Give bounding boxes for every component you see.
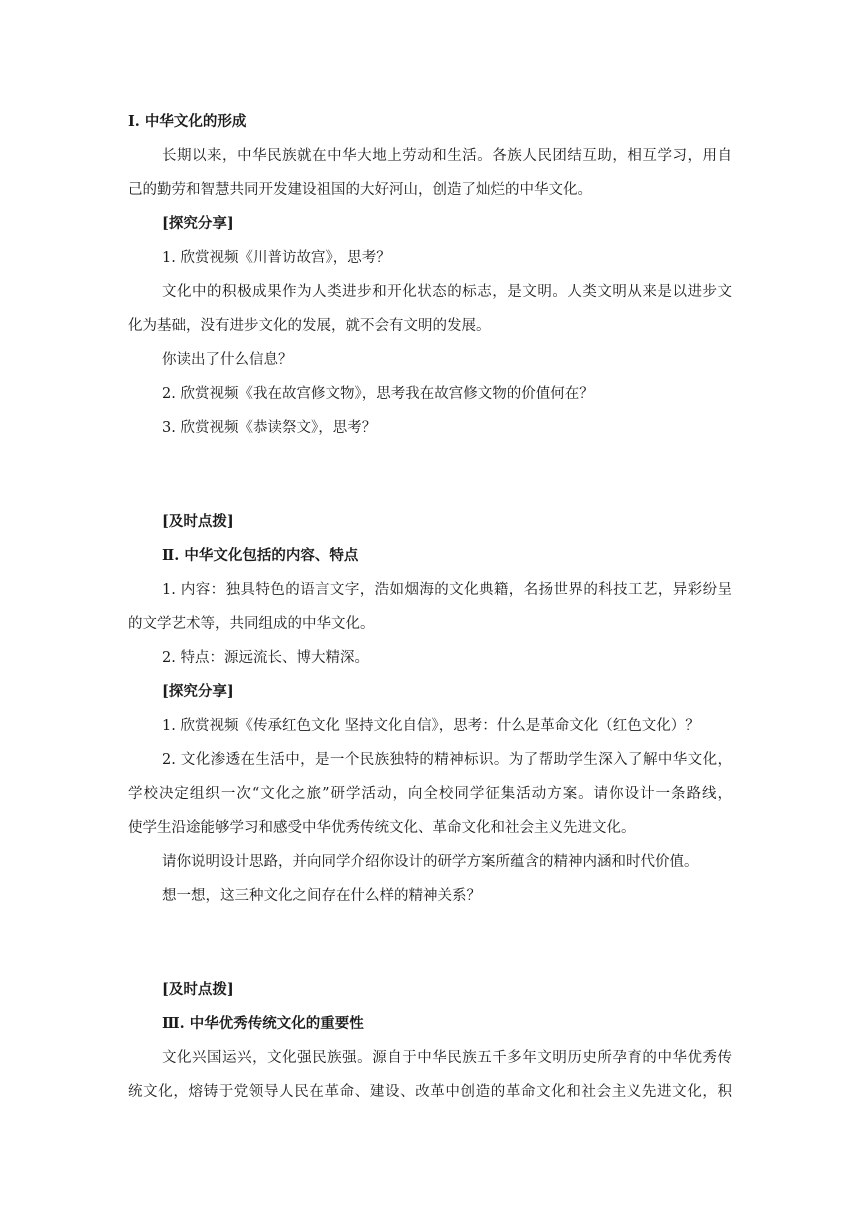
question-1: 1. 欣赏视频《传承红色文化 坚持文化自信》，思考：什么是革命文化（红色文化）？ [162, 718, 700, 734]
tip-label: [及时点拨] [162, 513, 234, 530]
question-2: 2. 欣赏视频《我在故宫修文物》，思考我在故宫修文物的价值何在？ [162, 386, 594, 402]
explore-label: [探究分享] [162, 683, 234, 700]
paragraph-line: 统文化，熔铸于党领导人民在革命、建设、改革中创造的革命文化和社会主义先进文化，积 [128, 1084, 732, 1100]
paragraph-line: 文化中的积极成果作为人类进步和开化状态的标志，是文明。人类文明从来是以进步文 [162, 284, 732, 300]
explore-label: [探究分享] [162, 215, 234, 232]
paragraph-line: 请你说明设计思路，并向同学介绍你设计的研学方案所蕴含的精神内涵和时代价值。 [162, 854, 699, 870]
paragraph-line: 想一想，这三种文化之间存在什么样的精神关系？ [162, 888, 481, 904]
paragraph-line: 2. 特点：源远流长、博大精深。 [162, 650, 369, 666]
paragraph-line: 1. 内容：独具特色的语言文字，浩如烟海的文化典籍，名扬世界的科技工艺，异彩纷呈 [162, 582, 732, 598]
paragraph-line: 使学生沿途能够学习和感受中华优秀传统文化、革命文化和社会主义先进文化。 [128, 820, 636, 836]
paragraph-line: 学校决定组织一次“文化之旅”研学活动，向全校同学征集活动方案。请你设计一条路线， [128, 786, 732, 802]
paragraph-line: 己的勤劳和智慧共同开发建设祖国的大好河山，创造了灿烂的中华文化。 [128, 182, 592, 198]
section-2-heading: Ⅱ. 中华文化包括的内容、特点 [162, 547, 359, 564]
section-3-heading: Ⅲ. 中华优秀传统文化的重要性 [162, 1015, 364, 1032]
tip-label: [及时点拨] [162, 981, 234, 998]
paragraph-line: 2. 文化渗透在生活中，是一个民族独特的精神标识。为了帮助学生深入了解中华文化， [162, 752, 732, 768]
question-prompt: 你读出了什么信息？ [162, 352, 293, 368]
paragraph-line: 文化兴国运兴，文化强民族强。源自于中华民族五千多年文明历史所孕育的中华优秀传 [162, 1050, 732, 1066]
paragraph-line: 长期以来，中华民族就在中华大地上劳动和生活。各族人民团结互助，相互学习，用自 [162, 148, 732, 164]
question-3: 3. 欣赏视频《恭读祭文》，思考？ [162, 420, 377, 436]
paragraph-line: 的文学艺术等，共同组成的中华文化。 [128, 616, 375, 632]
section-1-heading: Ⅰ. 中华文化的形成 [128, 113, 247, 130]
question-1: 1. 欣赏视频《川普访故宫》，思考？ [162, 250, 391, 266]
paragraph-line: 化为基础，没有进步文化的发展，就不会有文明的发展。 [128, 318, 491, 334]
